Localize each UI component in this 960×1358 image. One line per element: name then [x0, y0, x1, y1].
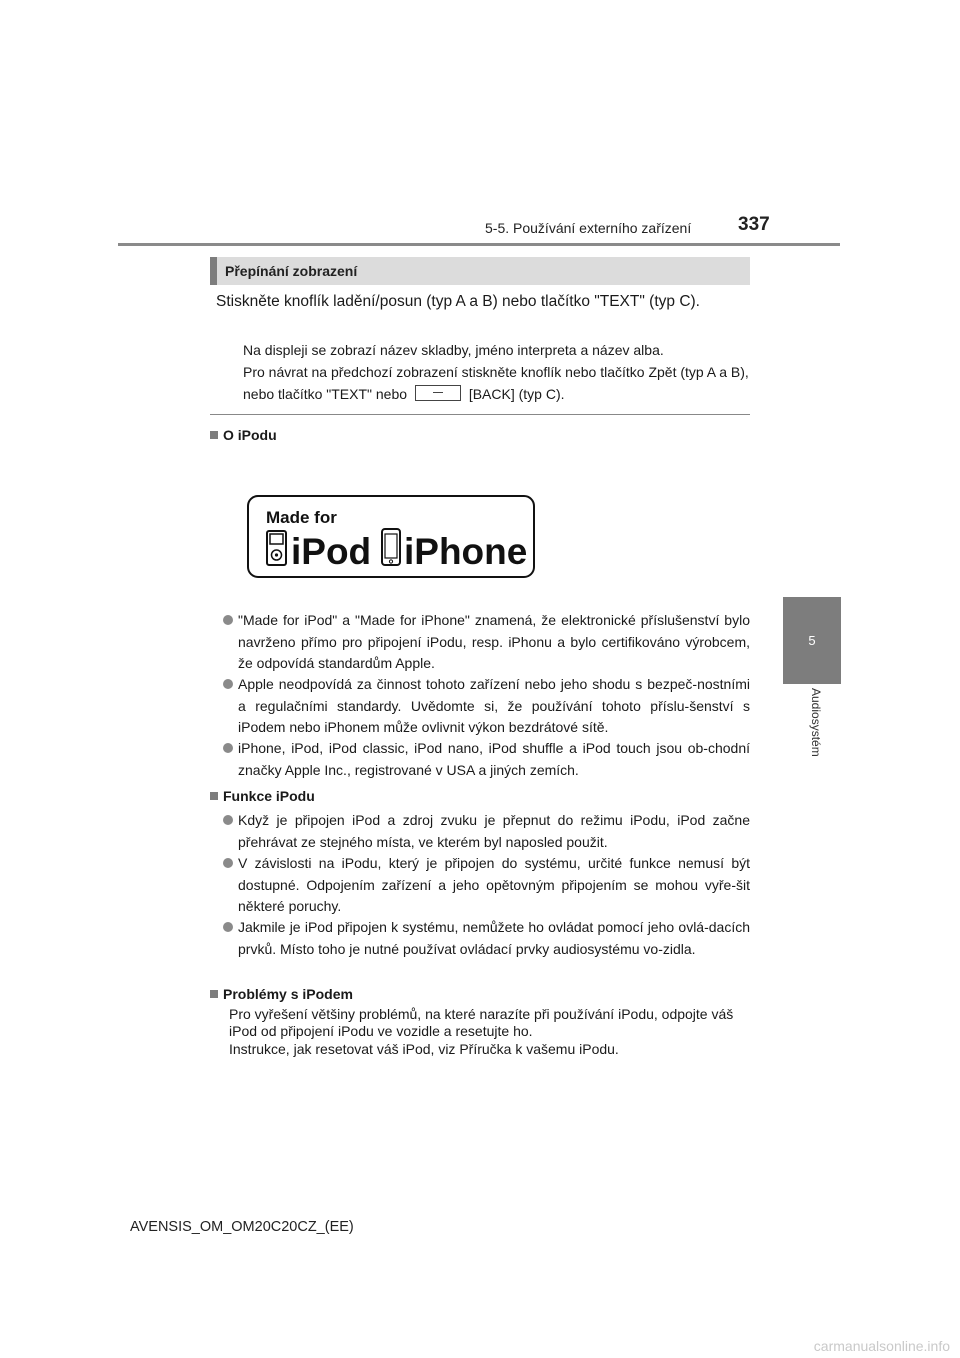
list-item-text: Apple neodpovídá za činnost tohoto zařízení nebo jeho shodu s bezpeč-nostními a regulačními standardy. Uvědomte si, že používání tohoto příslu-šenství s iPodem nebo iPhonem může ovlivnit výkon bezdrátové sítě. [238, 676, 750, 735]
list-item [223, 810, 750, 853]
subheading-ipod-problems [210, 986, 353, 1002]
instruction-note-back [243, 361, 750, 405]
subheading-about-ipod [210, 427, 277, 443]
list-item-text: Jakmile je iPod připojen k systému, nemůžete ho ovládat pomocí jeho ovlá-dacích prvků. Místo toho je nutné používat ovládací prvky audiosystému vo-zidla. [238, 919, 750, 957]
logo-iphone: iPhone [404, 531, 528, 572]
round-bullet-icon [223, 743, 233, 753]
instruction-note: Na displeji se zobrazí název skladby, jméno interpreta a název alba. [243, 342, 664, 358]
round-bullet-icon [223, 815, 233, 825]
section-title-box [210, 257, 750, 285]
section-divider [210, 414, 750, 415]
note-text-before: Pro návrat na předchozí zobrazení stiskněte knoflík nebo tlačítko Zpět (typ A a B), nebo tlačítko "TEXT" nebo [243, 364, 749, 402]
square-bullet-icon [210, 431, 218, 439]
list-item [223, 738, 750, 781]
header-section-title: 5-5. Používání externího zařízení [485, 220, 692, 236]
logo-made-for: Made for [266, 508, 337, 527]
list-item-text: Když je připojen iPod a zdroj zvuku je přepnut do režimu iPodu, iPod začne přehrávat ze stejného místa, ve kterém byl naposled použit. [238, 812, 750, 850]
header-divider [118, 243, 840, 246]
ipod-device-icon [267, 531, 286, 565]
chapter-tab [783, 597, 841, 684]
subheading-text: Problémy s iPodem [223, 986, 353, 1002]
chapter-label: Audiosystém [809, 688, 823, 757]
subheading-text: O iPodu [223, 427, 277, 443]
instruction-step: Stiskněte knoflík ladění/posun (typ A a B) nebo tlačítko "TEXT" (typ C). [216, 293, 700, 310]
round-bullet-icon [223, 858, 233, 868]
list-item [223, 853, 750, 918]
logo-graphic [249, 497, 533, 576]
watermark: carmanualsonline.info [813, 1338, 950, 1354]
round-bullet-icon [223, 922, 233, 932]
problems-reference: Instrukce, jak resetovat váš iPod, viz Příručka k vašemu iPodu. [229, 1041, 619, 1057]
subheading-ipod-functions [210, 788, 315, 804]
list-item [223, 610, 750, 675]
list-item [223, 917, 750, 960]
iphone-device-icon [382, 529, 400, 565]
list-item-text: V závislosti na iPodu, který je připojen do systému, určité funkce nemusí být dostupné. Odpojením zařízení a jeho opětovným připojením se mohou vyře-šit některé poruchy. [238, 855, 750, 914]
note-text-after: [BACK] (typ C). [468, 386, 565, 402]
square-bullet-icon [210, 792, 218, 800]
chapter-number: 5 [808, 633, 816, 648]
problems-paragraph: Pro vyřešení většiny problémů, na které narazíte při používání iPodu, odpojte váš iPod od připojení iPodu ve vozidle a resetujte ho. [229, 1006, 734, 1039]
list-item-text: "Made for iPod" a "Made for iPhone" znamená, že elektronické příslušenství bylo navrženo přímo pro připojení iPodu, resp. iPhonu a bylo certifikováno výrobcem, že odpovídá standardům Apple. [238, 612, 750, 671]
document-code: AVENSIS_OM_OM20C20CZ_(EE) [130, 1219, 354, 1235]
section-title: Přepínání zobrazení [225, 263, 358, 279]
logo-ipod: iPod [291, 531, 372, 572]
list-item-text: iPhone, iPod, iPod classic, iPod nano, iPod shuffle a iPod touch jsou ob-chodní značky Apple Inc., registrované v USA a jiných zemích. [238, 740, 750, 778]
subheading-text: Funkce iPodu [223, 788, 315, 804]
list-item [223, 674, 750, 739]
back-button-icon [415, 385, 461, 401]
page-number: 337 [738, 214, 770, 235]
square-bullet-icon [210, 990, 218, 998]
made-for-ipod-iphone-logo [247, 495, 535, 578]
round-bullet-icon [223, 679, 233, 689]
round-bullet-icon [223, 615, 233, 625]
